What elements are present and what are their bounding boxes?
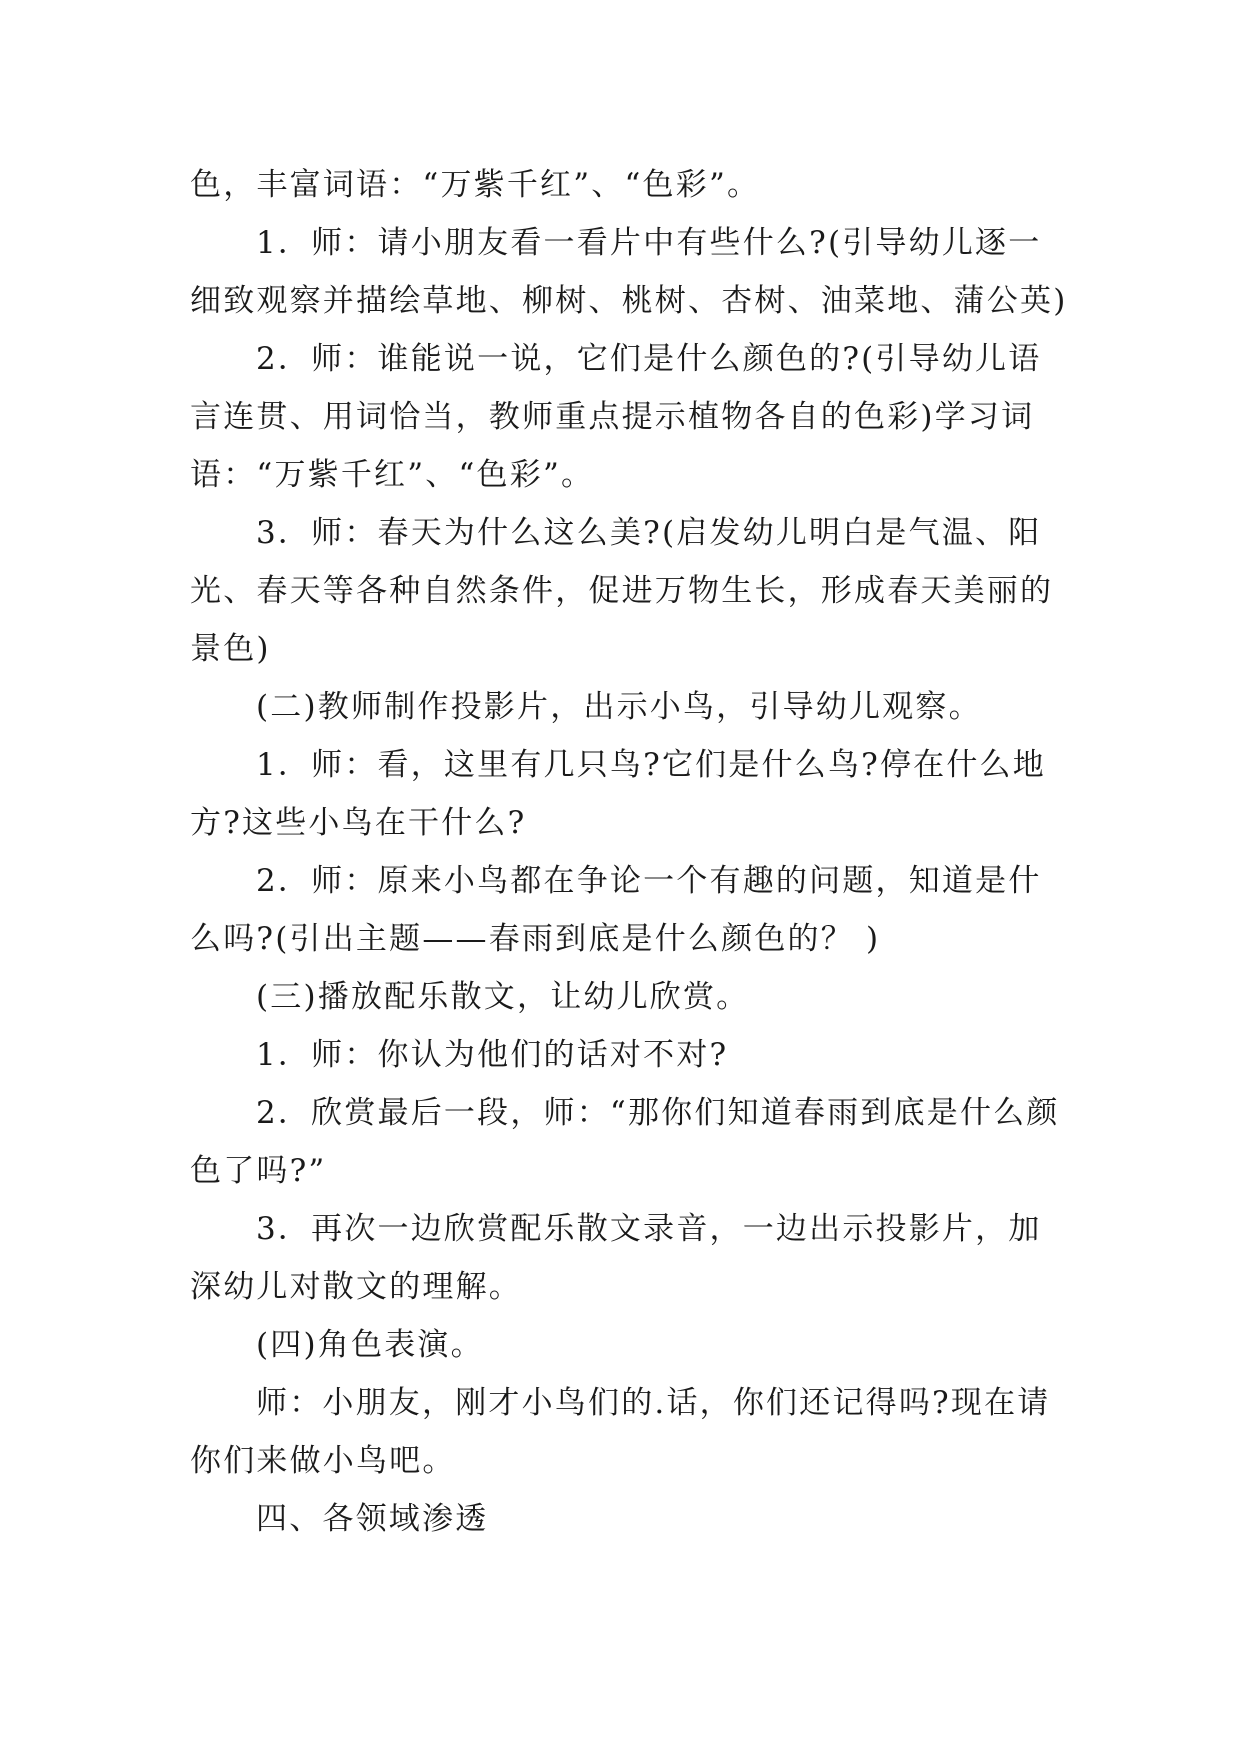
text-line: 3．师：春天为什么这么美?(启发幼儿明白是气温、阳 <box>256 515 1042 551</box>
text-line: 1．师：请小朋友看一看片中有些什么?(引导幼儿逐一 <box>256 225 1042 261</box>
text-line: 师：小朋友，刚才小鸟们的.话，你们还记得吗?现在请 <box>256 1385 1051 1421</box>
text-line: 景色) <box>190 631 271 667</box>
text-line: 言连贯、用词恰当，教师重点提示植物各自的色彩)学习词 <box>190 399 1035 435</box>
text-line: 2．师：原来小鸟都在争论一个有趣的问题，知道是什 <box>256 863 1042 899</box>
section-heading: (三)播放配乐散文，让幼儿欣赏。 <box>256 979 750 1015</box>
text-line: 方?这些小鸟在干什么? <box>190 805 527 841</box>
text-line: 色，丰富词语：“万紫千红”、“色彩”。 <box>190 167 761 203</box>
text-line: 3．再次一边欣赏配乐散文录音，一边出示投影片，加 <box>256 1211 1042 1247</box>
text-line: 深幼儿对散文的理解。 <box>190 1269 522 1305</box>
text-line: 你们来做小鸟吧。 <box>190 1443 456 1479</box>
text-line: 细致观察并描绘草地、柳树、桃树、杏树、油菜地、蒲公英) <box>190 283 1068 319</box>
section-heading: 四、各领域渗透 <box>256 1501 489 1537</box>
text-line: 光、春天等各种自然条件，促进万物生长，形成春天美丽的 <box>190 573 1054 609</box>
document-body <box>190 156 1068 1548</box>
text-line: 2．欣赏最后一段，师：“那你们知道春雨到底是什么颜 <box>256 1095 1060 1131</box>
text-line: 1．师：看，这里有几只鸟?它们是什么鸟?停在什么地 <box>256 747 1046 783</box>
text-line: 1．师：你认为他们的话对不对? <box>256 1037 729 1073</box>
section-heading: (二)教师制作投影片，出示小鸟，引导幼儿观察。 <box>256 689 982 725</box>
text-line: 2．师：谁能说一说，它们是什么颜色的?(引导幼儿语 <box>256 341 1042 377</box>
text-line: 色了吗?” <box>190 1153 327 1189</box>
text-line: 语：“万紫千红”、“色彩”。 <box>190 457 595 493</box>
text-line: 么吗?(引出主题——春雨到底是什么颜色的？ ) <box>190 921 881 957</box>
section-heading: (四)角色表演。 <box>256 1327 484 1363</box>
